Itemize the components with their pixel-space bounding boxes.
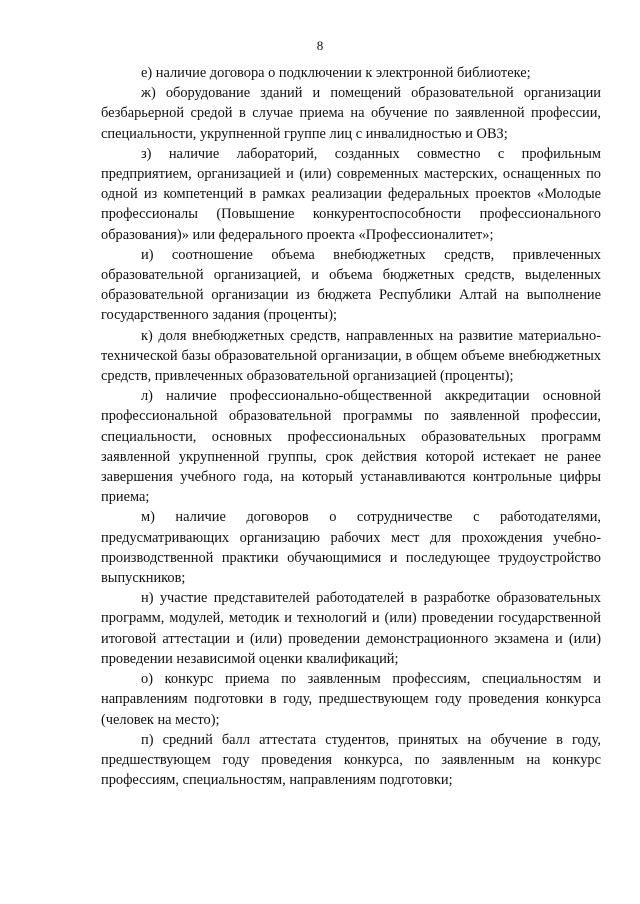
paragraph-e: е) наличие договора о подключении к электронной библиотеке; <box>141 65 531 81</box>
paragraph-m: м) наличие договоров о сотрудничестве с работодателями, предусматривающих организацию рабочих мест для прохождения учебно-производственной практики обучающимися и последующее трудоустройство выпускников; <box>101 509 601 587</box>
paragraph-k: к) доля внебюджетных средств, направленных на развитие материально- технической базы образовательной организации, в общем объеме внебюджетных средств, привлеченных образовательной организацией (проценты); <box>101 327 601 385</box>
paragraph-l: л) наличие профессионально-общественной аккредитации основной профессиональной образовательной программы по заявленной профессии, специальности, основных профессиональных образовательных программ заявленной укрупненной группы, срок действия которой истекает не ранее завершения учебного года, на который устанавливаются контрольные цифры приема; <box>101 388 601 506</box>
paragraph-o: о) конкурс приема по заявленным профессиям, специальностям и направлениям подготовки в году, предшествующем году проведения конкурса (человек на место); <box>101 671 601 728</box>
paragraph-n: н) участие представителей работодателей в разработке образовательных программ, модулей, методик и технологий и (или) проведении государственной итоговой аттестации и (или) проведении демонстрационного экзамена и (или) проведении независимой оценки квалификаций; <box>101 590 601 667</box>
paragraph-p: п) средний балл аттестата студентов, принятых на обучение в году, предшествующем году проведения конкурса, по заявленным на конкурс профессиям, специальностям, направлениям подготовки; <box>101 731 601 789</box>
page-number: 8 <box>316 38 324 53</box>
paragraph-z: з) наличие лабораторий, созданных совместно с профильным предприятием, организацией и (или) современных мастерских, оснащенных по одной из компетенций в рамках реализации федеральных проектов «Молодые профессионалы (Повышение конкурентоспособности профессионального образования)» или федерального проекта «Профессионалитет»; <box>101 145 601 243</box>
paragraph-i: и) соотношение объема внебюджетных средств, привлеченных образовательной организацией, и объема бюджетных средств, выделенных образовательной организации из бюджета Республики Алтай на выполнение государственного задания (проценты); <box>101 246 601 324</box>
paragraph-zh: ж) оборудование зданий и помещений образовательной организации безбарьерной средой в случае приема на обучение по заявленной профессии, специальности, укрупненной группе лиц с инвалидностью и ОВЗ; <box>101 85 601 142</box>
document-body <box>101 63 601 790</box>
